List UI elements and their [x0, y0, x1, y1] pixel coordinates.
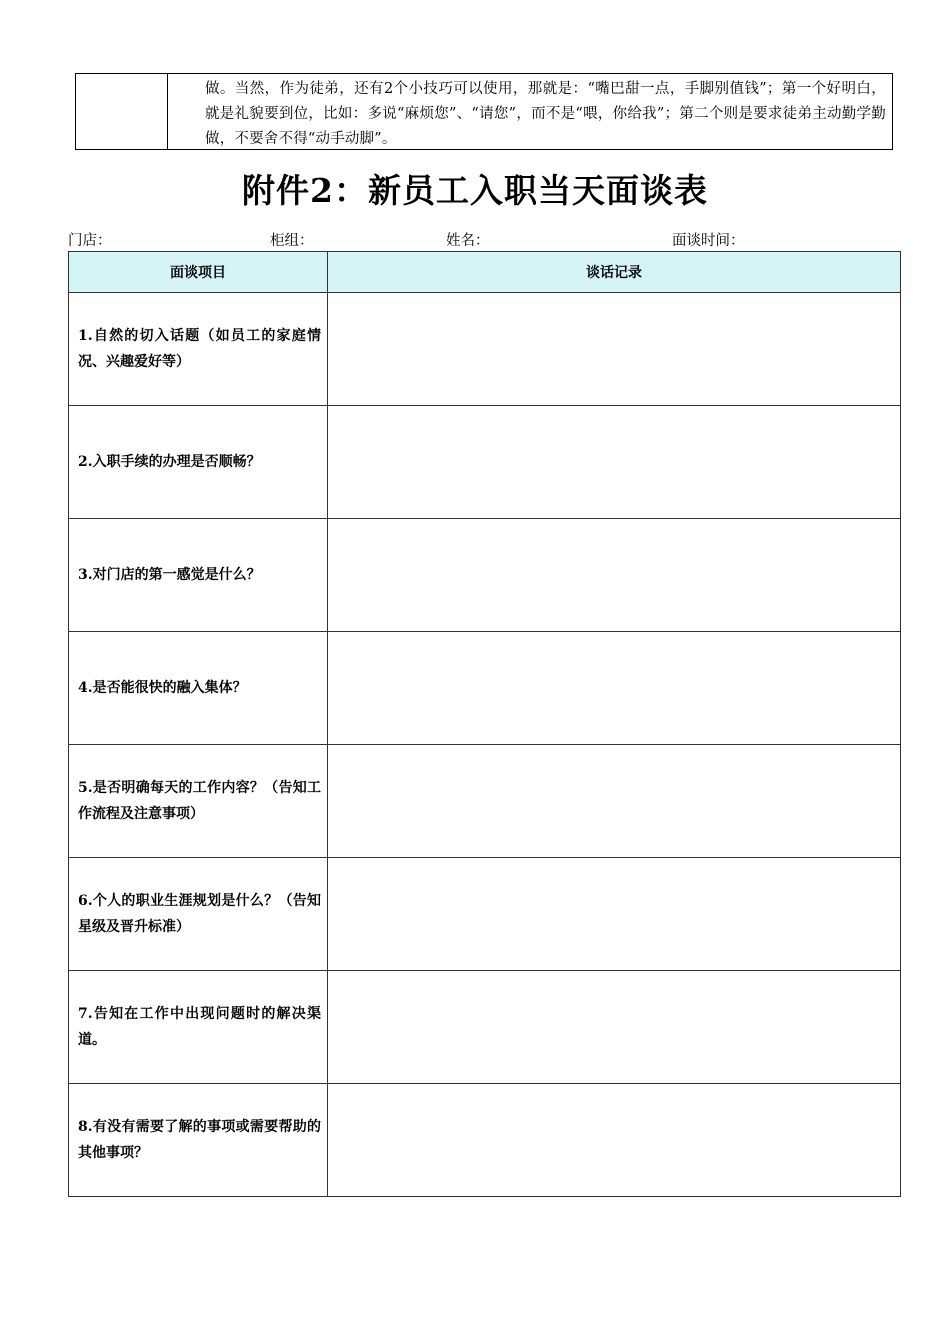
table-row [69, 1084, 901, 1197]
page-title: 附件2：新员工入职当天面谈表 [242, 171, 708, 210]
conversation-record-cell[interactable] [328, 293, 901, 406]
conversation-record-cell[interactable] [328, 1084, 901, 1197]
conversation-record-cell[interactable] [328, 406, 901, 519]
conversation-record-cell[interactable] [328, 971, 901, 1084]
interview-item: 4.是否能很快的融入集体？ [69, 632, 328, 745]
table-row [69, 293, 901, 406]
header-interview-item: 面谈项目 [69, 252, 328, 293]
table-row [69, 632, 901, 745]
table-row [69, 406, 901, 519]
interview-table [68, 251, 901, 1197]
continuation-text: 做。当然，作为徒弟，还有2个小技巧可以使用，那就是：“嘴巴甜一点，手脚别值钱”；第一个好明白，就是礼貌要到位，比如：多说“麻烦您”、“请您”，而不是“喂，你给我”；第二个则是要求徒弟主动勤学勤做，不要舍不得“动手动脚”。 [205, 81, 886, 147]
table-header-row [69, 252, 901, 293]
interview-info-row [0, 229, 950, 249]
store-label: 门店： [68, 233, 112, 249]
previous-page-table-fragment [75, 73, 893, 150]
name-label: 姓名： [446, 233, 490, 249]
interview-item: 5.是否明确每天的工作内容？（告知工作流程及注意事项） [69, 745, 328, 858]
table-row [69, 519, 901, 632]
conversation-record-cell[interactable] [328, 519, 901, 632]
interview-item: 1.自然的切入话题（如员工的家庭情况、兴趣爱好等） [69, 293, 328, 406]
interview-item: 6.个人的职业生涯规划是什么？（告知星级及晋升标准） [69, 858, 328, 971]
table-row [69, 971, 901, 1084]
interview-time-label: 面谈时间： [672, 233, 745, 249]
interview-item: 7.告知在工作中出现问题时的解决渠道。 [69, 971, 328, 1084]
interview-item: 2.入职手续的办理是否顺畅？ [69, 406, 328, 519]
conversation-record-cell[interactable] [328, 858, 901, 971]
conversation-record-cell[interactable] [328, 632, 901, 745]
table-row [69, 858, 901, 971]
table-row [69, 745, 901, 858]
interview-item: 3.对门店的第一感觉是什么？ [69, 519, 328, 632]
header-conversation-record: 谈话记录 [328, 252, 901, 293]
previous-table-empty-cell [76, 74, 168, 149]
counter-label: 柜组： [270, 233, 314, 249]
interview-item: 8.有没有需要了解的事项或需要帮助的其他事项？ [69, 1084, 328, 1197]
conversation-record-cell[interactable] [328, 745, 901, 858]
